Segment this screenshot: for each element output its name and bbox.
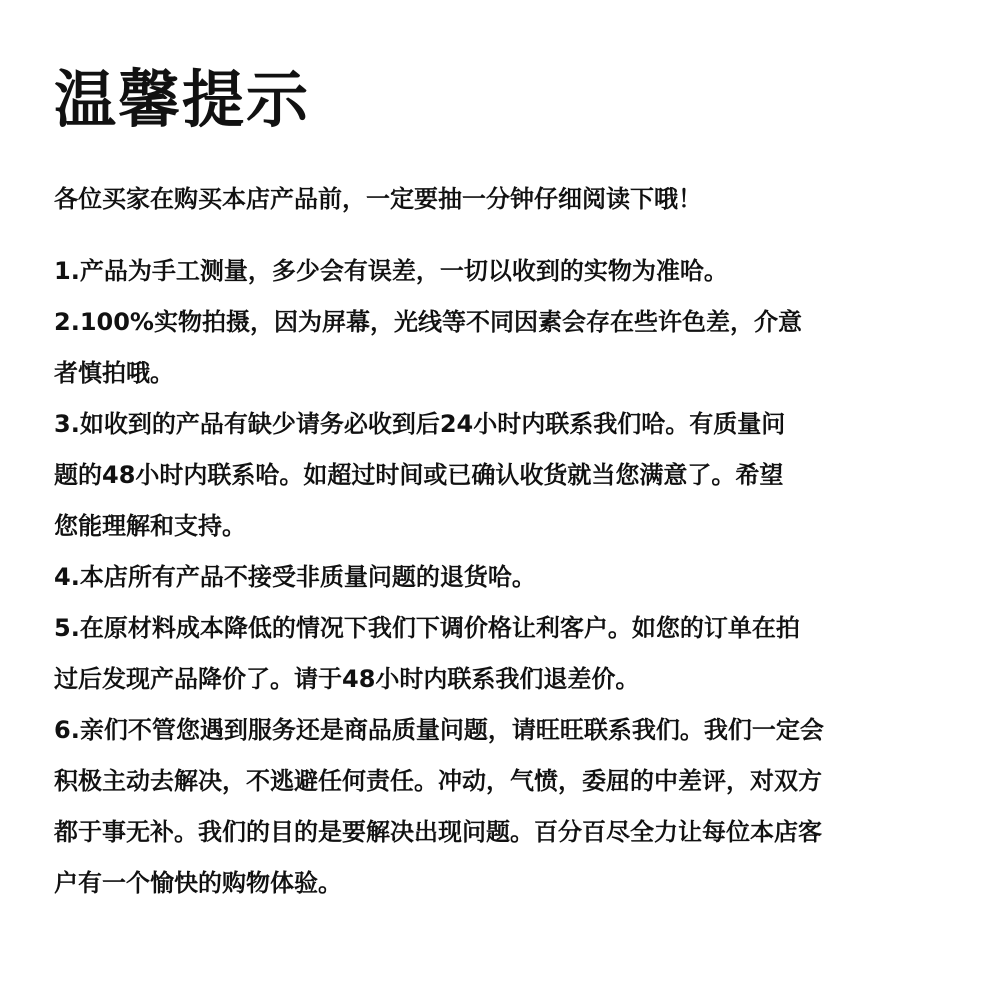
rule-line: 3.如收到的产品有缺少请务必收到后24小时内联系我们哈。有质量问 [54,410,786,438]
rules-list [54,246,954,909]
rule-line: 户有一个愉快的购物体验。 [54,869,342,897]
rule-line: 4.本店所有产品不接受非质量问题的退货哈。 [54,563,536,591]
rule-line: 1.产品为手工测量，多少会有误差，一切以收到的实物为准哈。 [54,257,728,285]
rule-line: 6.亲们不管您遇到服务还是商品质量问题，请旺旺联系我们。我们一定会 [54,716,824,744]
notice-panel [54,60,954,909]
rule-line: 2.100%实物拍摄，因为屏幕，光线等不同因素会存在些许色差，介意 [54,308,802,336]
rule-line: 积极主动去解决，不逃避任何责任。冲动，气愤，委屈的中差评，对双方 [54,767,822,795]
rule-line: 过后发现产品降价了。请于48小时内联系我们退差价。 [54,665,640,693]
page-title: 温馨提示 [54,63,311,136]
rule-line: 5.在原材料成本降低的情况下我们下调价格让利客户。如您的订单在拍 [54,614,800,642]
rule-line: 都于事无补。我们的目的是要解决出现问题。百分百尽全力让每位本店客 [54,818,822,846]
intro-text: 各位买家在购买本店产品前，一定要抽一分钟仔细阅读下哦！ [54,185,702,213]
rule-line: 题的48小时内联系哈。如超过时间或已确认收货就当您满意了。希望 [54,461,784,489]
rule-line: 者慎拍哦。 [54,359,174,387]
rule-line: 您能理解和支持。 [54,512,246,540]
